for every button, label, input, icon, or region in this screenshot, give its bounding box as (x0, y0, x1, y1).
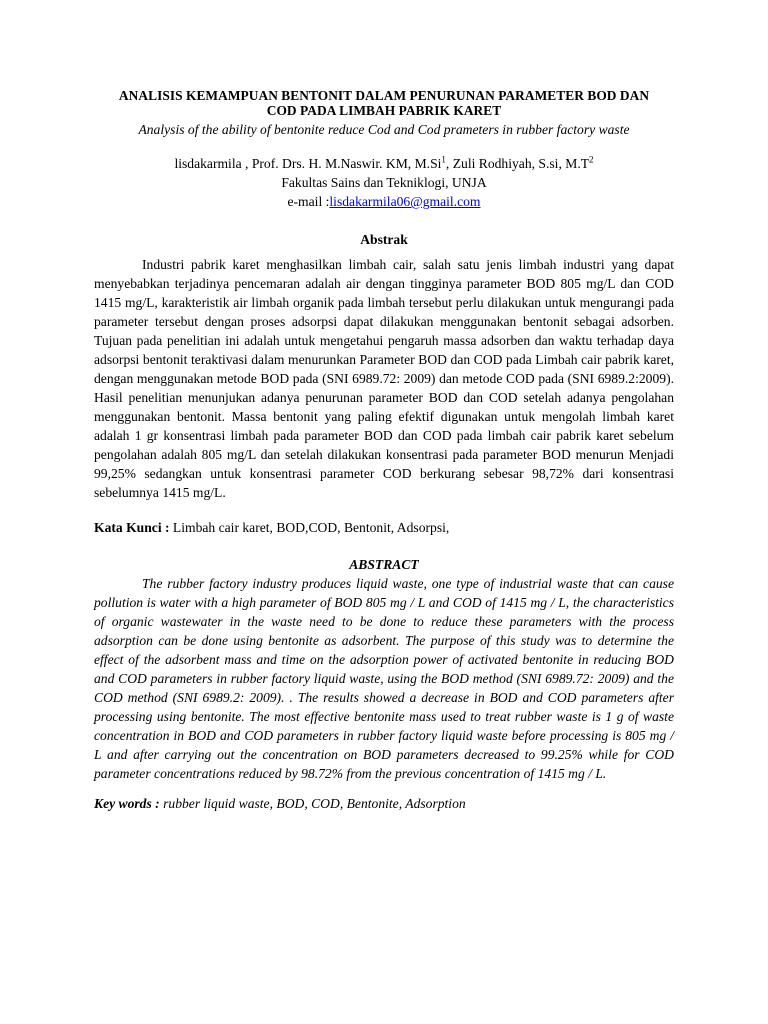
paper-title (94, 88, 674, 118)
abstract-heading: ABSTRACT (349, 557, 419, 572)
paper-title-line1: ANALISIS KEMAMPUAN BENTONIT DALAM PENURUNAN PARAMETER BOD DAN (118, 88, 650, 103)
abstrak-body: Industri pabrik karet menghasilkan limbah cair, salah satu jenis limbah industri yang dapat menyebabkan terjadinya pencemaran adalah air dengan tingginya parameter BOD 805 mg/L dan COD 1415 mg/L, karakteristik air limbah organik pada limbah tersebut perlu dilakukan untuk mengurangi pada parameter tersebut dengan proses adsorpsi dapat dilakukan menggunakan bentonit sebagai adsorben. Tujuan pada penelitian ini adalah untuk mengetahui pengaruh massa adsorben dan waktu terhadap daya adsorpsi bentonit teraktivasi dalam menurunkan Parameter BOD dan COD pada Limbah cair pabrik karet, dengan menggunakan metode BOD pada (SNI 6989.72: 2009) dan metode COD pada (SNI 6989.2:2009). Hasil penelitian menunjukan adanya penurunan parameter BOD dan COD setelah adanya pengolahan menggunakan bentonit. Massa bentonit yang paling efektif digunakan untuk mengolah limbah karet adalah 1 gr konsentrasi limbah pada parameter BOD dan COD pada limbah cair pabrik karet sebelum pengolahan adalah 805 mg/L dan setelah dilakukan konsentrasi pada parameter BOD menurun Menjadi 99,25% sedangkan untuk konsentrasi parameter COD berkurang sebesar 98,72% dari konsentrasi sebelumnya 1415 mg/L. (94, 257, 674, 500)
abstract-body: The rubber factory industry produces liquid waste, one type of industrial waste that can cause pollution is water with a high parameter of BOD 805 mg / L and COD of 1415 mg / L, the characteristics of organic wastewater in the waste need to be done to reduce these parameters with the process adsorption can be done using bentonite as adsorbent. The purpose of this study was to determine the effect of the adsorbent mass and time on the adsorption power of activated bentonite in reducing BOD and COD parameters in rubber factory liquid waste, using the BOD method (SNI 6989.72: 2009) and the COD method (SNI 6989.2: 2009). . The results showed a decrease in BOD and COD parameters after processing using bentonite. The most effective bentonite mass used to treat rubber waste is 1 g of waste concentration in BOD and COD parameters in rubber factory liquid waste before processing is 805 mg / L and after carrying out the concentration on BOD parameters decreased to 99.25% while for COD parameter concentrations reduced by 98.72% from the previous concentration of 1415 mg / L. (94, 576, 674, 781)
key-words-values: rubber liquid waste, BOD, COD, Bentonite, Adsorption (159, 796, 466, 811)
paper-title-line2: COD PADA LIMBAH PABRIK KARET (266, 103, 502, 118)
author-names (94, 154, 674, 173)
abstrak-heading: Abstrak (360, 232, 408, 247)
kata-kunci-values: Limbah cair karet, BOD,COD, Bentonit, Adsorpsi, (169, 520, 450, 535)
key-words-label: Key words : (94, 796, 160, 811)
author-email-line (94, 192, 674, 211)
author-names-part1: lisdakarmila , Prof. Drs. H. M.Naswir. KM, M.Si (174, 156, 442, 171)
email-label: e-mail : (287, 194, 330, 209)
author-block (94, 154, 674, 211)
kata-kunci-label: Kata Kunci : (94, 520, 170, 535)
paper-title-english: Analysis of the ability of bentonite reduce Cod and Cod prameters in rubber factory waste (138, 122, 630, 137)
affiliation-mark-2: 2 (589, 154, 594, 165)
kata-kunci-line (94, 518, 674, 537)
author-affiliation: Fakultas Sains dan Tekniklogi, UNJA (281, 175, 487, 190)
email-link[interactable]: lisdakarmila06@gmail.com (329, 194, 481, 209)
affiliation-mark-1: 1 (441, 154, 446, 165)
author-names-part2: , Zuli Rodhiyah, S.si, M.T (445, 156, 590, 171)
key-words-line (94, 794, 674, 813)
paper-page (94, 88, 674, 813)
